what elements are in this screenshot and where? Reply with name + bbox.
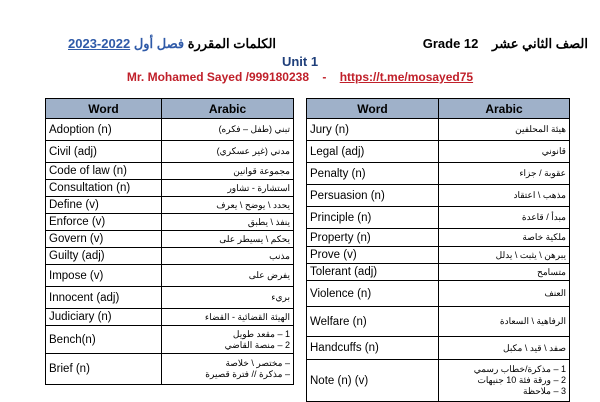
table-row: [46, 326, 294, 354]
arabic-cell: مدني (غير عسكري): [162, 141, 294, 163]
word-cell: Judiciary (n): [46, 309, 162, 326]
arabic-column-header: Arabic: [439, 99, 570, 119]
table-row: [46, 163, 294, 180]
arabic-cell: ملكية خاصة: [439, 229, 570, 247]
word-cell: Principle (n): [307, 207, 439, 229]
arabic-cell: تبني (طفل – فكره): [162, 119, 294, 141]
word-column-header: Word: [46, 99, 162, 119]
word-cell: Enforce (v): [46, 214, 162, 231]
table-row: [307, 207, 570, 229]
word-cell: Jury (n): [307, 119, 439, 141]
arabic-cell: هيئة المحلفين: [439, 119, 570, 141]
arabic-column-header: Arabic: [162, 99, 294, 119]
word-cell: Welfare (n): [307, 307, 439, 337]
word-cell: Code of law (n): [46, 163, 162, 180]
table-row: [46, 180, 294, 197]
word-cell: Guilty (adj): [46, 248, 162, 265]
table-row: [307, 119, 570, 141]
academic-year: 2022-2023: [68, 36, 131, 51]
table-header-row: [307, 99, 570, 119]
arabic-cell: الرفاهية \ السعادة: [439, 307, 570, 337]
arabic-cell: يحدد \ يوضح \ يعرف: [162, 197, 294, 214]
word-column-header: Word: [307, 99, 439, 119]
arabic-cell: قانوني: [439, 141, 570, 163]
word-cell: Prove (v): [307, 247, 439, 264]
table-row: [307, 281, 570, 307]
word-cell: Consultation (n): [46, 180, 162, 197]
arabic-cell: يحكم \ يسيطر على: [162, 231, 294, 248]
table-row: [46, 248, 294, 265]
arabic-cell: مبدأ / قاعدة: [439, 207, 570, 229]
table-header-row: [46, 99, 294, 119]
arabic-cell: صفد \ قيد \ مكبل: [439, 337, 570, 360]
grade-heading: [423, 36, 588, 52]
arabic-cell: عقوبة / جزاء: [439, 163, 570, 185]
table-row: [307, 264, 570, 281]
table-row: [46, 287, 294, 309]
table-row: [46, 231, 294, 248]
arabic-cell: ينفذ \ يطبق: [162, 214, 294, 231]
word-cell: Impose (v): [46, 265, 162, 287]
vocab-table-right: [306, 98, 570, 402]
table-row: [307, 360, 570, 402]
word-cell: Brief (n): [46, 354, 162, 385]
arabic-cell: مجموعة قوانين: [162, 163, 294, 180]
word-cell: Property (n): [307, 229, 439, 247]
separator: -: [322, 70, 327, 84]
arabic-cell: يفرض على: [162, 265, 294, 287]
table-row: [46, 214, 294, 231]
contact-line: [0, 70, 600, 84]
arabic-cell: متسامح: [439, 264, 570, 281]
table-row: [307, 229, 570, 247]
title-arabic: الكلمات المقررة: [187, 36, 277, 51]
table-row: [46, 141, 294, 163]
arabic-cell: بريء: [162, 287, 294, 309]
arabic-cell: الهيئة القضائية - القضاء: [162, 309, 294, 326]
table-row: [46, 354, 294, 385]
word-cell: Bench(n): [46, 326, 162, 354]
arabic-cell: 1 – مقعد طويل 2 – منصة القاضي: [162, 326, 294, 354]
table-row: [46, 119, 294, 141]
telegram-link[interactable]: https://t.me/mosayed75: [339, 70, 474, 84]
word-cell: Persuasion (n): [307, 185, 439, 207]
arabic-cell: 1 – مذكرة/خطاب رسمي 2 – ورقة فئة 10 جنيهات 3 – ملاحظة: [439, 360, 570, 402]
arabic-cell: – مختصر \ خلاصة – مذكرة // فترة قصيرة: [162, 354, 294, 385]
arabic-cell: يبرهن \ يثبت \ يدلل: [439, 247, 570, 264]
word-cell: Adoption (n): [46, 119, 162, 141]
table-row: [307, 307, 570, 337]
table-row: [46, 265, 294, 287]
word-cell: Penalty (n): [307, 163, 439, 185]
teacher-info: Mr. Mohamed Sayed /999180238: [126, 70, 310, 84]
title-heading: [68, 36, 276, 52]
unit-title: Unit 1: [281, 54, 319, 69]
table-row: [46, 309, 294, 326]
word-cell: Handcuffs (n): [307, 337, 439, 360]
word-cell: Govern (v): [46, 231, 162, 248]
arabic-cell: مذهب \ اعتقاد: [439, 185, 570, 207]
arabic-cell: استشارة - تشاور: [162, 180, 294, 197]
word-cell: Violence (n): [307, 281, 439, 307]
word-cell: Define (v): [46, 197, 162, 214]
table-row: [307, 185, 570, 207]
word-cell: Tolerant (adj): [307, 264, 439, 281]
table-row: [307, 337, 570, 360]
arabic-cell: مذنب: [162, 248, 294, 265]
table-row: [307, 163, 570, 185]
table-row: [307, 247, 570, 264]
table-row: [307, 141, 570, 163]
word-cell: Note (n) (v): [307, 360, 439, 402]
table-row: [46, 197, 294, 214]
term-arabic: فصل أول: [133, 36, 185, 51]
word-cell: Civil (adj): [46, 141, 162, 163]
word-cell: Innocent (adj): [46, 287, 162, 309]
word-cell: Legal (adj): [307, 141, 439, 163]
arabic-cell: العنف: [439, 281, 570, 307]
vocab-table-left: [45, 98, 294, 385]
grade-english: Grade 12: [422, 36, 479, 51]
grade-arabic: الصف الثاني عشر: [492, 36, 588, 51]
